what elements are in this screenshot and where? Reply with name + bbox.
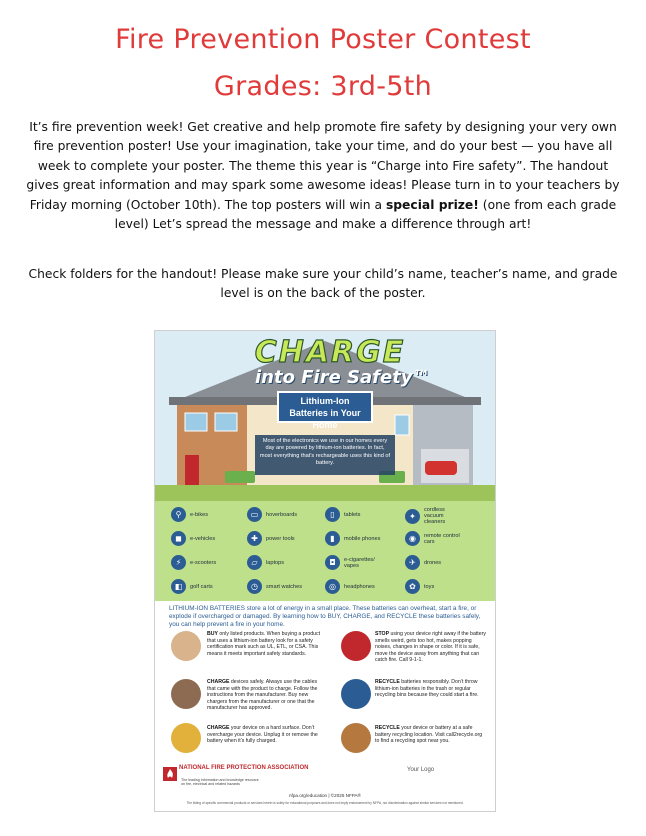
fire-safety-headline: into Fire Safety™ [255,367,431,388]
device-scooter [171,555,216,570]
phone-icon: ▮ [325,531,340,546]
nfpa-url: nfpa.org/education | ©2025 NFPA® [289,793,361,798]
bike-icon: ⚲ [171,507,186,522]
lithium-ion-subtitle: Lithium-Ion Batteries in Your Home [277,391,373,423]
grades-subtitle: Grades: 3rd-5th [213,71,433,102]
device-label: toys [424,583,435,590]
laptop-icon: ▱ [247,555,262,570]
device-tablet [325,507,360,522]
device-golf-cart [171,579,213,594]
device-bike [171,507,208,522]
device-label: headphones [344,583,375,590]
vacuum-icon: ✦ [405,509,420,524]
intro-text-2: (one from each grade level) Let’s spread the message and make a difference through art! [114,197,617,232]
device-label: e-vehicles [190,535,216,542]
device-vape [325,555,384,570]
device-vacuum [405,507,464,525]
tip-recycle-location: RECYCLE your device or battery at a safe battery recycling location. Visit call2recycle.org to find a recycling spot near you. [375,725,483,745]
device-drill [247,531,295,546]
tip-charge-hard-surface: CHARGE your device on a hard surface. Don’t overcharge your device. Unplug it or remove the battery when it’s fully charged. [207,725,318,745]
watch-icon: ◷ [247,579,262,594]
hoverboard-icon: ▭ [247,507,262,522]
device-rc-car [405,531,464,546]
toy-icon: ✿ [405,579,420,594]
intro-text-1: It’s fire prevention week! Get creative and help promote fire safety by designing your very own fire prevention poster! Use your imagination, take your time, and do your best — you have all week to complete your poster. The theme this year is “Charge into Fire safety”. The handout gives great information and may spark some awesome ideas! Please turn in to your teachers by Friday morning (October 10th). The top posters will win a [26,120,620,212]
device-label: tablets [344,511,361,518]
golf-cart-icon: ◧ [171,579,186,594]
tip-recycle-responsibly: RECYCLE batteries responsibly. Don’t throw lithium-ion batteries in the trash or regular recycling bins because they could start a fire. [375,679,479,699]
drone-icon: ✈ [405,555,420,570]
recycle-bin-photo [341,679,371,709]
handout-note: Check folders for the handout! Please make sure your child’s name, teacher’s name, and grade level is on the back of the poster. [28,267,618,301]
car-icon: ◼ [171,531,186,546]
device-car [171,531,215,546]
battery-lead-text: LITHIUM-ION BATTERIES store a lot of energy in a small place. These batteries can overheat, start a fire, or explode if overcharged or damaged. By learning how to BUY, CHARGE, and RECYCLE these batteries safely, you can help prevent a fire in your home. [169,605,481,628]
vape-icon: ◘ [325,555,340,570]
device-label: cordless vacuum cleaners [424,507,446,525]
device-label: power tools [266,535,295,542]
device-icon-grid [155,501,495,601]
tablet-icon: ▯ [325,507,340,522]
device-watch [247,579,302,594]
info-box: Most of the electronics we use in our homes every day are powered by lithium-ion batteries. In fact, most everything that’s rechargeable uses this kind of battery. [255,435,395,475]
device-label: laptops [266,559,285,566]
device-label: drones [424,559,442,566]
device-phone [325,531,380,546]
your-logo-placeholder: Your Logo [407,767,435,773]
special-prize-text: special prize! [385,197,479,212]
recycle-box-photo [341,723,371,753]
device-hoverboard [247,507,297,522]
device-label: hoverboards [266,511,298,518]
headphones-icon: ◎ [325,579,340,594]
drill-icon: ✚ [247,531,262,546]
poster-tips-section [155,601,495,811]
device-label: mobile phones [344,535,381,542]
device-label: e-scooters [190,559,217,566]
disclaimer-text: The listing of specific commercial products or services herein is solely for educational purposes and does not imply endorsement by NFPA, nor discrimination against similar services not mentioned. [186,801,464,805]
handout-poster-image [154,330,496,812]
tip-buy: BUY only listed products. When buying a product that uses a lithium-ion battery look for a safety certification mark such as UL, ETL, or CSA. This means it meets important safety standards. [207,631,321,657]
stop-photo [341,631,371,661]
device-laptop [247,555,284,570]
contest-title: Fire Prevention Poster Contest [115,24,531,55]
tip-charge-safely: CHARGE devices safely. Always use the cables that came with the product to charge. Follow the instructions from the manufacturer. Buy new chargers from the manufacturer or one that the manufacturer has approved. [207,679,318,712]
intro-paragraph [26,118,620,234]
device-label: e-cigarettes/ vapes [344,556,375,569]
device-label: remote control cars [424,532,460,545]
nfpa-name: NATIONAL FIRE PROTECTION ASSOCIATION [179,765,309,771]
device-drone [405,555,441,570]
house-scene [155,331,495,501]
nfpa-tagline: The leading information and knowledge resource on fire, electrical and related hazards [181,778,259,787]
charge-photo [171,679,201,709]
device-label: e-bikes [190,511,209,518]
nfpa-logo-icon [163,767,177,781]
device-label: golf carts [190,583,213,590]
tip-stop: STOP using your device right away if the battery smells weird, gets too hot, makes popping noises, changes in shape or color. If it is safe, move the device away from anything that can catch fire. Call 9-1-1. [375,631,486,664]
charge-headline: CHARGE [254,335,406,370]
buy-photo [171,631,201,661]
scooter-icon: ⚡ [171,555,186,570]
charger-photo [171,723,201,753]
device-headphones [325,579,375,594]
rc-car-icon: ◉ [405,531,420,546]
device-toy [405,579,434,594]
device-label: smart watches [266,583,303,590]
